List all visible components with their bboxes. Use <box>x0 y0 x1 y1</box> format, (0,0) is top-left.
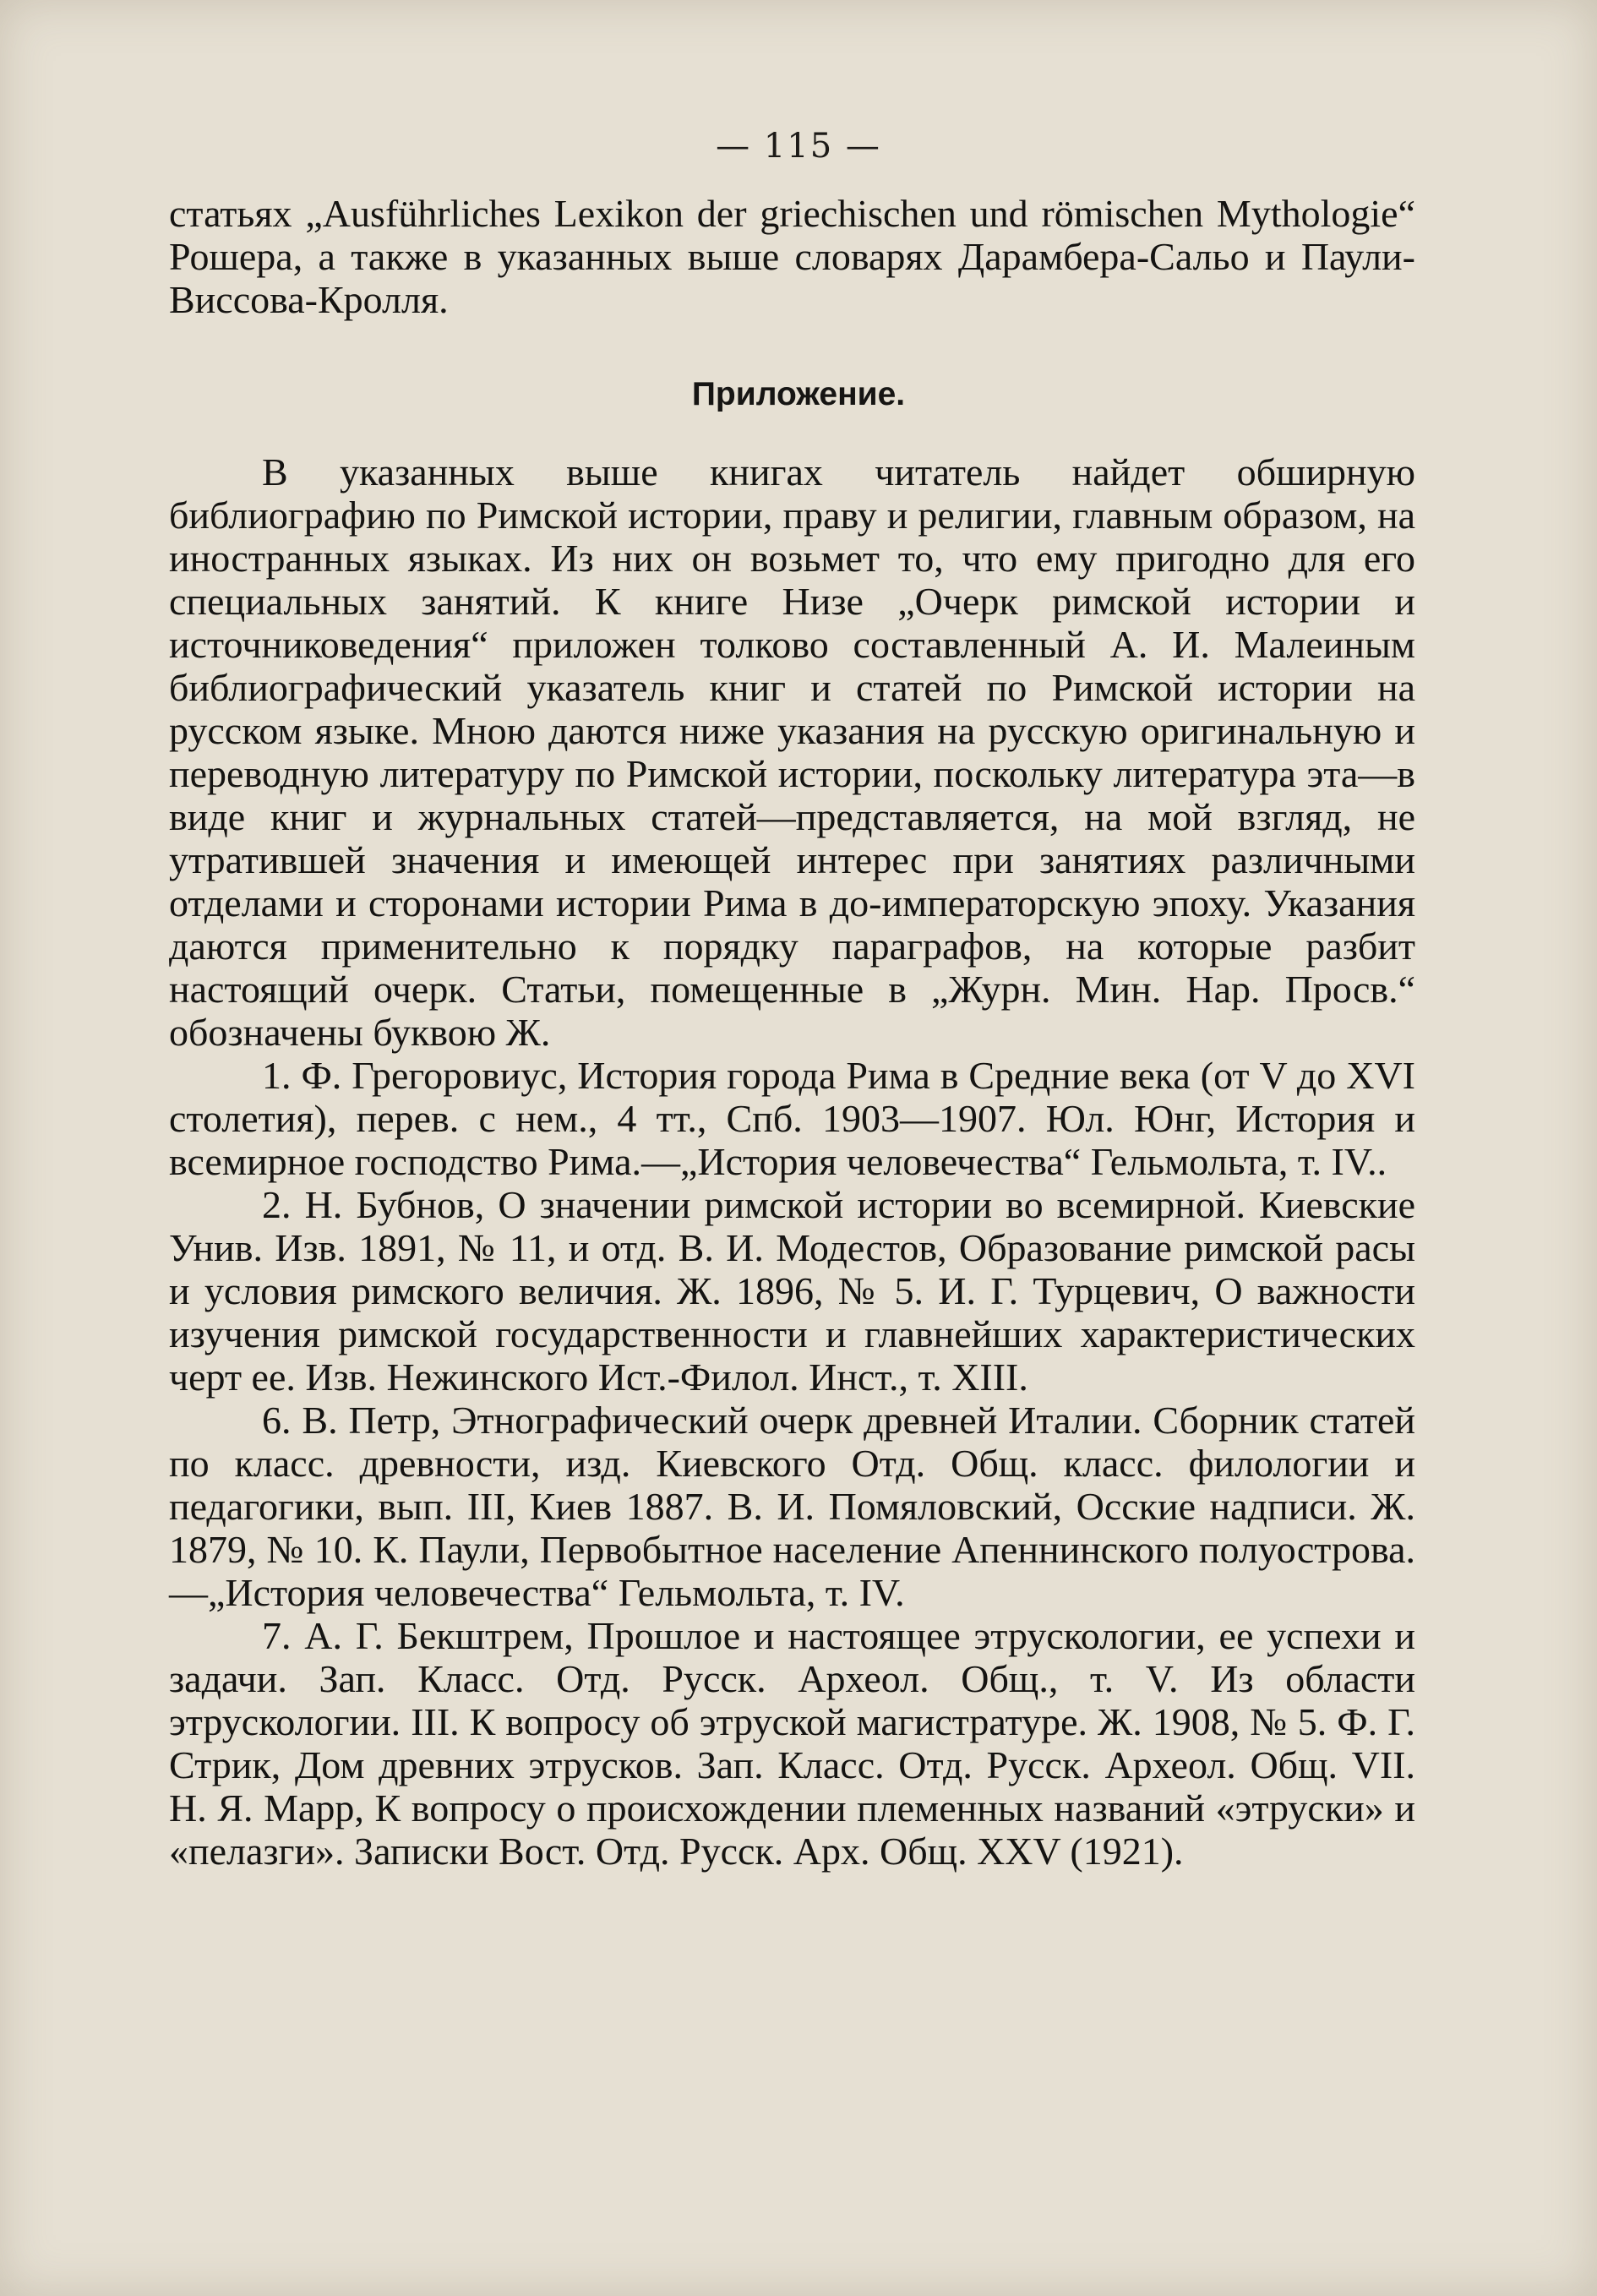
intro-paragraph <box>169 192 1415 321</box>
paragraph-intro: В указанных выше книгах читатель найдет обширную библиографию по Римской истории, праву и религии, главным образом, на иностранных языках. Из них он возьмет то, что ему пригодно для его специальных занятий. К книге Низе „Очерк римской истории и источниковедения“ приложен толково составленный А. И. Малеиным библиографический указатель книг и статей по Римской истории на русском языке. Мною даются ниже указания на русскую оригинальную и переводную литературу по Римской истории, поскольку литература эта—в виде книг и журнальных статей—представляется, на мой взгляд, не утратившей значения и имеющей интерес при занятиях различными отделами и сторонами истории Рима в до-императорскую эпоху. Указания даются применительно к порядку параграфов, на которые разбит настоящий очерк. Статьи, помещенные в „Журн. Мин. Нар. Просв.“ обозначены буквою Ж. <box>169 450 1415 1054</box>
intro-text: статьях „Ausführliches Lexikon der griechischen und römischen Mythologie“ Рошера, а также в указанных выше словарях Дарамбера-Сальо и Паули-Виссова-Кролля. <box>169 192 1415 321</box>
bibliography-entry-7: 7. А. Г. Бекштрем, Прошлое и настоящее этрускологии, ее успехи и задачи. Зап. Класс. Отд. Русск. Археол. Общ., т. V. Из области этрускологии. III. К вопросу об этруской магистратуре. Ж. 1908, № 5. Ф. Г. Стрик, Дом древних этрусков. Зап. Класс. Отд. Русск. Археол. Общ. VII. Н. Я. Марр, К вопросу о происхождении племенных названий «этруски» и «пелазги». Записки Вост. Отд. Русск. Арх. Общ. XXV (1921). <box>169 1614 1415 1873</box>
bibliography-entry-1: 1. Ф. Грегоровиус, История города Рима в Средние века (от V до XVI столетия), перев. с нем., 4 тт., Спб. 1903—1907. Юл. Юнг, История и всемирное господство Рима.—„История человечества“ Гельмольта, т. IV.. <box>169 1054 1415 1183</box>
page-number: — 115 — <box>716 127 881 166</box>
section-title: Приложение. <box>691 376 906 412</box>
bibliography-entry-6: 6. В. Петр, Этнографический очерк древней Италии. Сборник статей по класс. древности, изд. Киевского Отд. Общ. класс. филологии и педагогики, вып. III, Киев 1887. В. И. Помяловский, Осские надписи. Ж. 1879, № 10. К. Паули, Первобытное население Апеннинского полуострова.—„История человечества“ Гельмольта, т. IV. <box>169 1399 1415 1614</box>
bibliography-entry-2: 2. Н. Бубнов, О значении римской истории во всемирной. Киевские Унив. Изв. 1891, № 11, и отд. В. И. Модестов, Образование римской расы и условия римского величия. Ж. 1896, № 5. И. Г. Турцевич, О важности изучения римской государственности и главнейших характеристических черт ее. Изв. Нежинского Ист.-Филол. Инст., т. XIII. <box>169 1183 1415 1399</box>
appendix-body <box>169 450 1415 1873</box>
